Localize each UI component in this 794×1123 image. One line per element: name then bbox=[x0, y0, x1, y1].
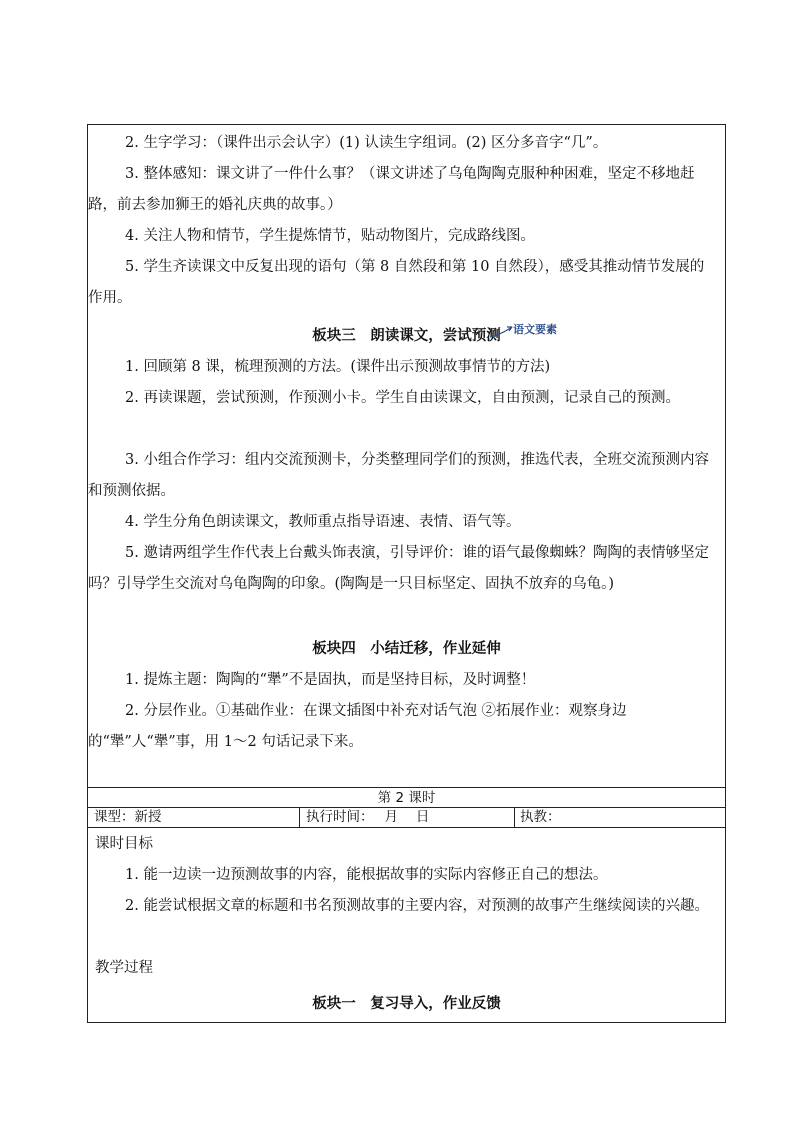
paragraph: 5. 学生齐读课文中反复出现的语句（第 8 自然段和第 10 自然段），感受其推动情节发展的作用。 bbox=[88, 259, 705, 306]
lesson-title-row bbox=[87, 788, 726, 808]
section-heading-4: 板块四 小结迁移，作业延伸 bbox=[312, 641, 501, 657]
arrow-icon bbox=[488, 321, 516, 341]
paragraph: 4. 关注人物和情节，学生提炼情节，贴动物图片，完成路线图。 bbox=[125, 228, 535, 244]
paragraph: 1. 回顾第 8 课，梳理预测的方法。(课件出示预测故事情节的方法) bbox=[125, 359, 551, 375]
lesson-type: 课型：新授 bbox=[94, 809, 162, 825]
divider bbox=[299, 808, 300, 827]
paragraph: 4. 学生分角色朗读课文，教师重点指导语速、表情、语气等。 bbox=[125, 514, 521, 530]
paragraph: 2. 再读课题，尝试预测，作预测小卡。学生自由读课文，自由预测，记录自己的预测。 bbox=[125, 390, 680, 406]
goal-item: 1. 能一边读一边预测故事的内容，能根据故事的实际内容修正自己的想法。 bbox=[125, 867, 608, 883]
teacher-field: 执教： bbox=[520, 809, 561, 825]
content-box-lesson2 bbox=[87, 828, 726, 1023]
process-label: 教学过程 bbox=[95, 960, 153, 976]
paragraph: 2. 生字学习：（课件出示会认字）(1) 认读生字组词。(2) 区分多音字“几”。 bbox=[125, 135, 608, 151]
paragraph: 2. 分层作业。①基础作业：在课文插图中补充对话气泡 ②拓展作业：观察身边的“犟”人“犟”事，用 1～2 句话记录下来。 bbox=[88, 703, 627, 750]
lesson-meta-row bbox=[87, 808, 726, 828]
lesson-title: 第 2 课时 bbox=[377, 790, 436, 806]
divider bbox=[514, 808, 515, 827]
paragraph: 5. 邀请两组学生作代表上台戴头饰表演，引导评价：谁的语气最像蜘蛛？陶陶的表情够坚定吗？引导学生交流对乌龟陶陶的印象。(陶陶是一只目标坚定、固执不放弃的乌龟。) bbox=[88, 545, 709, 592]
execution-time: 执行时间： 月 日 bbox=[306, 809, 430, 825]
goal-label: 课时目标 bbox=[95, 836, 153, 852]
section-heading-3: 板块三 朗读课文，尝试预测 bbox=[312, 328, 501, 344]
paragraph: 3. 小组合作学习：组内交流预测卡，分类整理同学们的预测，推选代表，全班交流预测内容和预测依据。 bbox=[88, 452, 709, 499]
handwritten-annotation: 语文要素 bbox=[513, 323, 557, 336]
content-box-lesson1 bbox=[87, 124, 726, 788]
lesson-plan-document bbox=[87, 124, 726, 1023]
paragraph: 1. 提炼主题：陶陶的“犟”不是固执，而是坚持目标，及时调整！ bbox=[125, 672, 536, 688]
section-heading-1: 板块一 复习导入，作业反馈 bbox=[312, 996, 501, 1012]
goal-item: 2. 能尝试根据文章的标题和书名预测故事的主要内容，对预测的故事产生继续阅读的兴趣。 bbox=[125, 898, 709, 914]
paragraph: 3. 整体感知：课文讲了一件什么事？（课文讲述了乌龟陶陶克服种种困难，坚定不移地赶路，前去参加狮王的婚礼庆典的故事。） bbox=[88, 166, 695, 213]
